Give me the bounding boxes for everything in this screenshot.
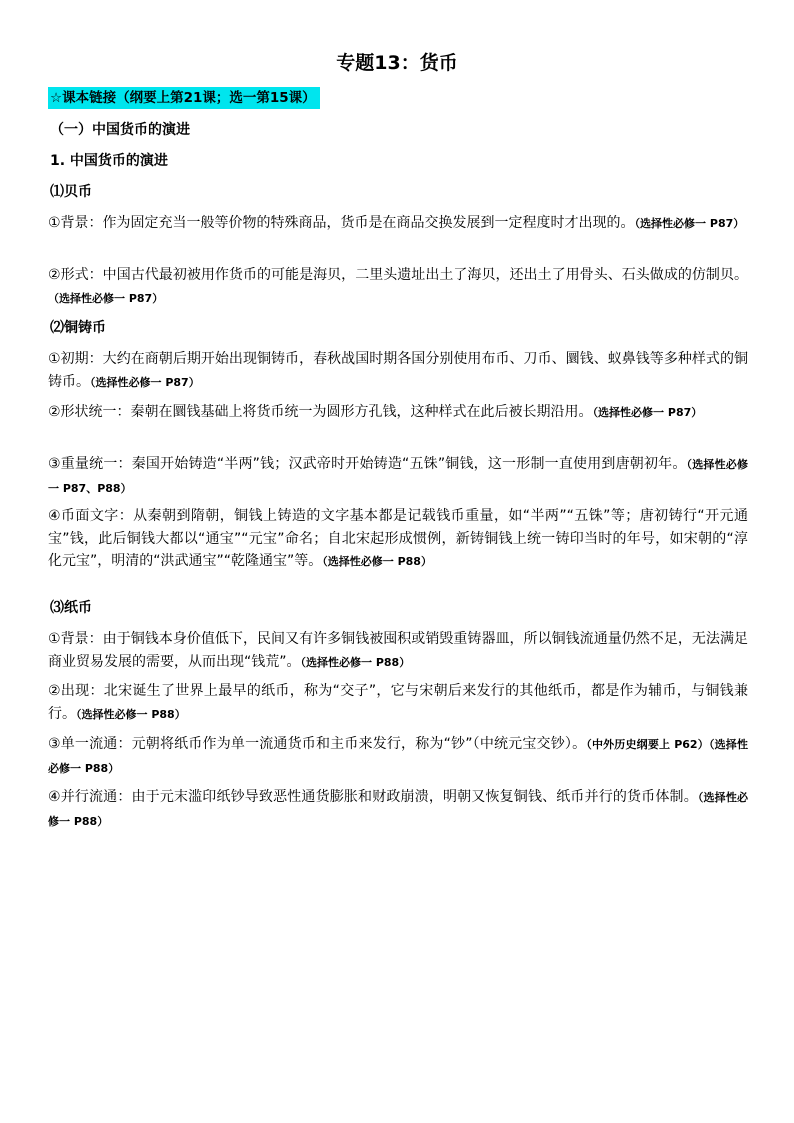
textbook-reference: （选择性必修一 P88）	[76, 707, 186, 721]
subsection-heading: 1. 中国货币的演进	[50, 153, 168, 169]
paragraph	[48, 212, 748, 236]
paragraph-text: ③单一流通：元朝将纸币作为单一流通货币和主币来发行，称为“钞”（中统元宝交钞）。	[48, 736, 587, 752]
paragraph-text: ①背景：由于铜钱本身价值低下，民间又有许多铜钱被囤积或销毁重铸器皿，所以铜钱流通量仍然不足，无法满足商业贸易发展的需要，从而出现“钱荒”。	[48, 631, 748, 670]
paragraph-text: ①初期：大约在商朝后期开始出现铜铸币，春秋战国时期各国分别使用布币、刀币、圜钱、蚁鼻钱等多种样式的铜铸币。	[48, 351, 748, 390]
paragraph	[48, 348, 748, 394]
paragraph-text: ④币面文字：从秦朝到隋朝，铜钱上铸造的文字基本都是记载钱币重量，如“半两”“五铢”等；唐初铸行“开元通宝”钱，此后铜钱大都以“通宝”“元宝”命名；自北宋起形成惯例，新铸铜钱上统一铸印当时的年号，如宋朝的“淳化元宝”，明清的“洪武通宝”“乾隆通宝”等。	[48, 508, 748, 569]
group-heading-shell-money: ⑴贝币	[50, 184, 92, 200]
textbook-reference: （选择性必修一 P88）	[322, 555, 432, 568]
textbook-reference: （中外历史纲要上 P62）（选择性必修一 P88）	[48, 738, 748, 775]
section-heading: （一）中国货币的演进	[50, 122, 190, 138]
paragraph-text: ②形式：中国古代最初被用作货币的可能是海贝，二里头遗址出土了海贝，还出土了用骨头、石头做成的仿制贝。	[48, 267, 748, 283]
textbook-reference: （选择性必修一 P87）	[592, 406, 703, 419]
page-title: 专题13：货币	[336, 52, 458, 74]
paragraph-text: ④并行流通：由于元末滥印纸钞导致恶性通货膨胀和财政崩溃，明朝又恢复铜钱、纸币并行的货币体制。	[48, 789, 698, 805]
paragraph	[48, 628, 748, 674]
textbook-reference: （选择性必修一 P87、P88）	[48, 458, 749, 495]
paragraph-text: ③重量统一：秦国开始铸造“半两”钱；汉武帝时开始铸造“五铢”铜钱，这一形制一直使用到唐朝初年。	[48, 456, 687, 472]
paragraph	[48, 453, 748, 500]
textbook-reference: （选择性必修一 P88）	[48, 791, 748, 828]
banner-text: 课本链接（纲要上第21课；选一第15课）	[62, 90, 316, 106]
textbook-link-banner	[48, 87, 320, 109]
paragraph	[48, 401, 748, 425]
paragraph	[48, 733, 748, 780]
paragraph	[48, 786, 748, 833]
group-heading-bronze-coins: ⑵铜铸币	[50, 320, 106, 336]
star-icon: ☆	[50, 90, 63, 106]
group-heading-paper-money: ⑶纸币	[50, 600, 92, 616]
textbook-reference: （选择性必修一 P87）	[90, 375, 200, 389]
paragraph-text: ②出现：北宋诞生了世界上最早的纸币，称为“交子”，它与宋朝后来发行的其他纸币，都是作为辅币，与铜钱兼行。	[48, 683, 748, 722]
textbook-reference: （选择性必修一 P87）	[48, 291, 164, 305]
textbook-reference: （选择性必修一 P88）	[300, 655, 411, 669]
paragraph	[48, 680, 748, 726]
paragraph	[48, 505, 748, 574]
textbook-reference: （选择性必修一 P87）	[634, 217, 745, 230]
paragraph	[48, 264, 748, 310]
paragraph-text: ①背景：作为固定充当一般等价物的特殊商品，货币是在商品交换发展到一定程度时才出现的。	[48, 215, 635, 231]
paragraph-text: ②形状统一：秦朝在圜钱基础上将货币统一为圆形方孔钱，这种样式在此后被长期沿用。	[48, 404, 593, 420]
